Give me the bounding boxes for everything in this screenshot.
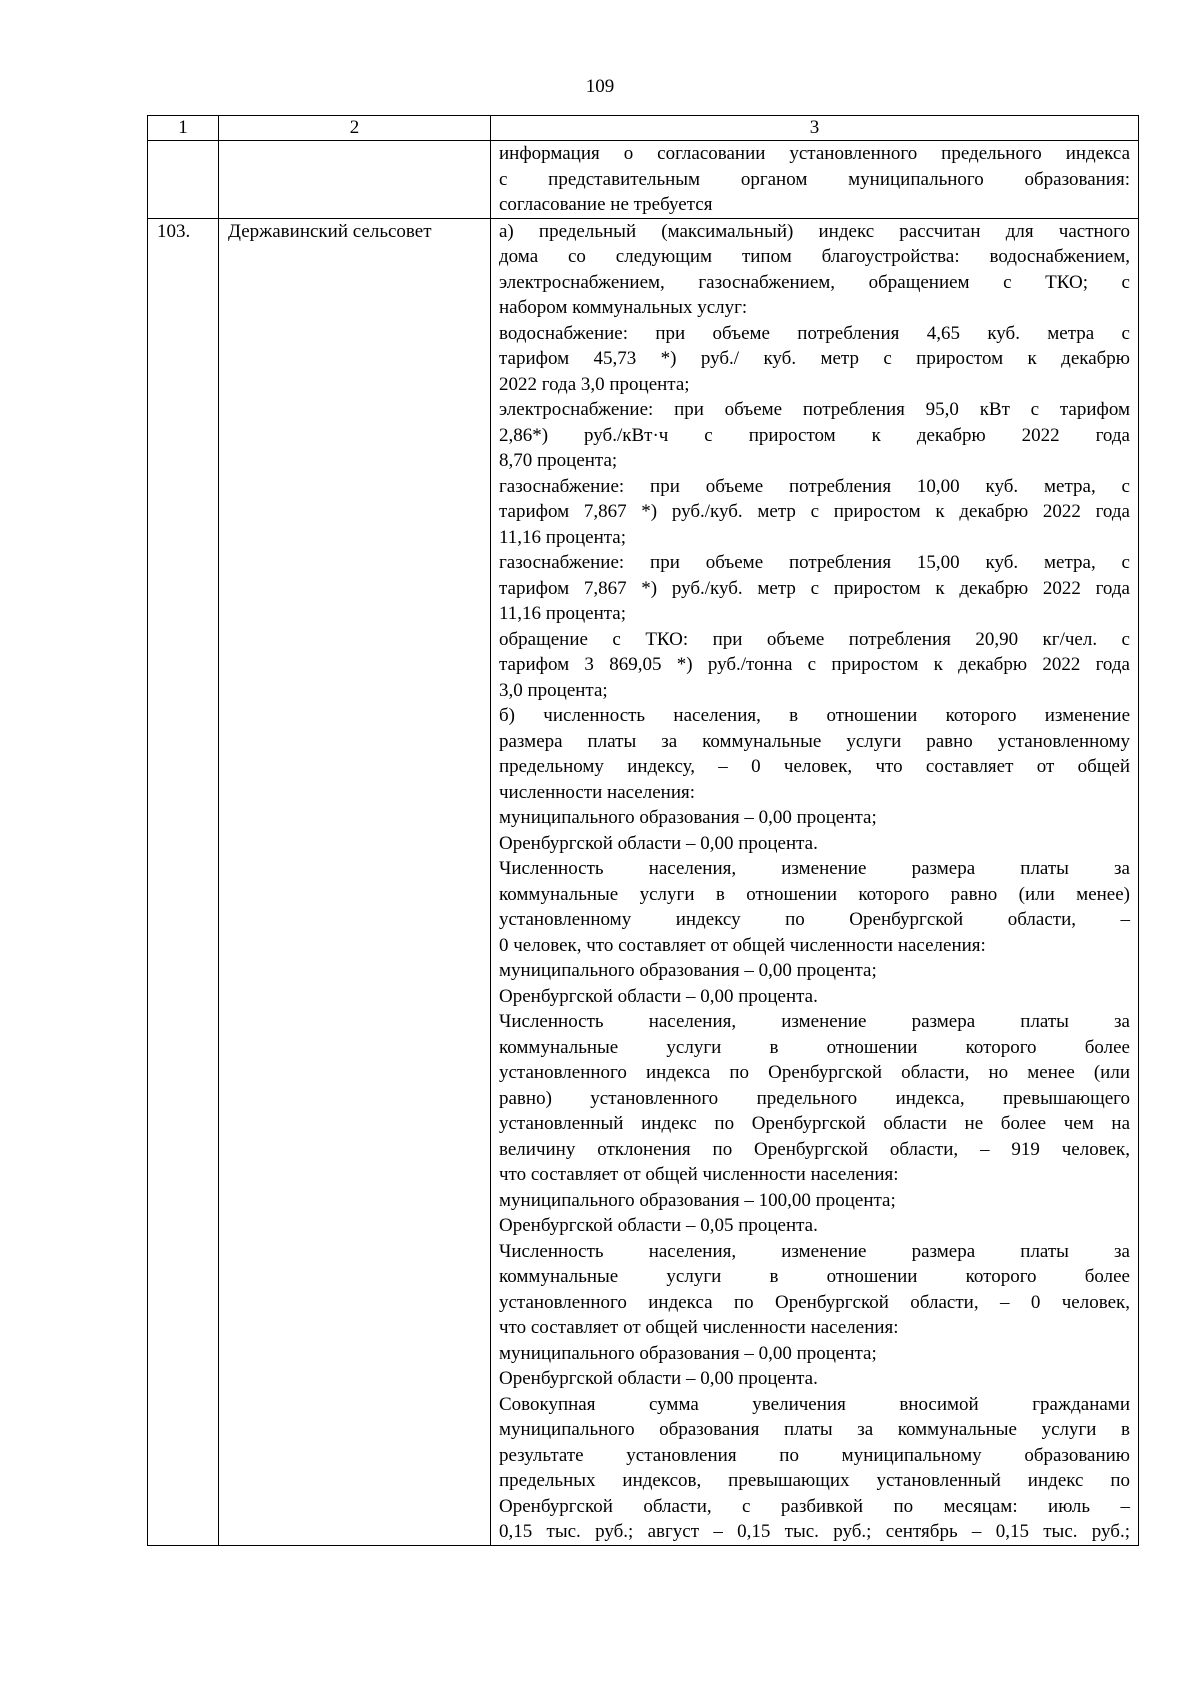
row-description-line: Оренбургской области, с разбивкой по месяцам: июль – <box>499 1495 1130 1517</box>
page-number: 109 <box>585 76 615 97</box>
row-description-line: 3,0 процента; <box>499 679 608 701</box>
row-description-line: муниципального образования – 0,00 процента; <box>499 960 877 981</box>
row-description-line: Оренбургской области – 0,05 процента. <box>499 1215 818 1236</box>
row-description-line: Совокупная сумма увеличения вносимой гражданами <box>499 1393 1130 1415</box>
row-description-line: результате установления по муниципальному образованию <box>499 1444 1130 1466</box>
row-description-line: набором коммунальных услуг: <box>499 297 748 318</box>
continuation-number-cell <box>148 141 219 219</box>
continuation-text-cell <box>491 141 1139 219</box>
continuation-line: с представительным органом муниципального образования: <box>499 168 1130 190</box>
row-description-line: 2,86*) руб./кВт·ч с приростом к декабрю 2022 года <box>499 424 1130 446</box>
row-description-line: газоснабжение: при объеме потребления 10,00 куб. метра, с <box>499 475 1130 497</box>
row-description-line: коммунальные услуги в отношении которого более <box>499 1266 1130 1287</box>
row-description-line: установленного индекса по Оренбургской области, но менее (или <box>499 1062 1130 1083</box>
row-description-line: 8,70 процента; <box>499 450 618 471</box>
row-description-line: электроснабжение: при объеме потребления 95,0 кВт с тарифом <box>499 399 1130 420</box>
row-description-line: 2022 года 3,0 процента; <box>499 373 690 395</box>
row-description-line: установленному индексу по Оренбургской области, – <box>499 909 1130 930</box>
row-description-line: обращение с ТКО: при объеме потребления 20,90 кг/чел. с <box>499 628 1130 650</box>
row-description-line: муниципального образования – 100,00 процента; <box>499 1189 896 1211</box>
row-description-line: предельных индексов, превышающих установленный индекс по <box>499 1470 1130 1491</box>
row-description-line: что составляет от общей численности населения: <box>499 1317 899 1338</box>
row-description-line: муниципального образования – 0,00 процента; <box>499 1342 877 1364</box>
row-description-line: величину отклонения по Оренбургской области, – 919 человек, <box>499 1138 1130 1160</box>
table-header-row <box>148 116 1139 141</box>
row-description-line: Оренбургской области – 0,00 процента. <box>499 1368 818 1389</box>
row-description-line: Численность населения, изменение размера платы за <box>499 858 1130 879</box>
header-cell-1: 1 <box>148 116 219 141</box>
row-description-line: муниципального образования – 0,00 процента; <box>499 807 877 828</box>
row-description-line: дома со следующим типом благоустройства: водоснабжением, <box>499 246 1130 267</box>
row-description-line: б) численность населения, в отношении которого изменение <box>499 705 1130 726</box>
row-number: 103. <box>148 218 219 1545</box>
row-description-line: а) предельный (максимальный) индекс рассчитан для частного <box>499 220 1130 242</box>
continuation-name-cell <box>219 141 491 219</box>
header-cell-2: 2 <box>219 116 491 141</box>
row-description-line: водоснабжение: при объеме потребления 4,65 куб. метра с <box>499 322 1130 344</box>
row-description-line: тарифом 45,73 *) руб./ куб. метр с приростом к декабрю <box>499 348 1130 369</box>
row-description-line: установленный индекс по Оренбургской области не более чем на <box>499 1113 1130 1134</box>
row-description-line: 11,16 процента; <box>499 603 626 624</box>
row-description-line: Численность населения, изменение размера платы за <box>499 1011 1130 1032</box>
data-table <box>147 115 1139 1546</box>
row-description-line: 0,15 тыс. руб.; август – 0,15 тыс. руб.; сентябрь – 0,15 тыс. руб.; <box>499 1521 1130 1542</box>
row-municipality-name: Державинский сельсовет <box>219 218 491 1545</box>
row-description-line: тарифом 7,867 *) руб./куб. метр с приростом к декабрю 2022 года <box>499 501 1130 522</box>
row-description-line: 11,16 процента; <box>499 526 626 548</box>
row-description-line: численности населения: <box>499 781 696 803</box>
row-description-line: размера платы за коммунальные услуги равно установленному <box>499 730 1130 752</box>
row-description-line: установленного индекса по Оренбургской области, – 0 человек, <box>499 1291 1130 1313</box>
row-description-line: газоснабжение: при объеме потребления 15,00 куб. метра, с <box>499 552 1130 573</box>
row-description-line: что составляет от общей численности населения: <box>499 1164 899 1185</box>
row-description <box>491 218 1139 1545</box>
row-description-line: Оренбургской области – 0,00 процента. <box>499 985 818 1007</box>
row-description-line: коммунальные услуги в отношении которого равно (или менее) <box>499 883 1130 905</box>
row-description-line: равно) установленного предельного индекса, превышающего <box>499 1087 1130 1109</box>
continuation-row <box>148 141 1139 219</box>
header-cell-3: 3 <box>491 116 1139 141</box>
continuation-line: согласование не требуется <box>499 194 713 215</box>
row-description-line: муниципального образования платы за коммунальные услуги в <box>499 1419 1130 1440</box>
table-row <box>148 218 1139 1545</box>
continuation-line: информация о согласовании установленного предельного индекса <box>499 143 1130 164</box>
row-description-line: Численность населения, изменение размера платы за <box>499 1240 1130 1262</box>
row-description-line: коммунальные услуги в отношении которого более <box>499 1036 1130 1058</box>
row-description-line: тарифом 7,867 *) руб./куб. метр с приростом к декабрю 2022 года <box>499 577 1130 599</box>
row-description-line: предельному индексу, – 0 человек, что составляет от общей <box>499 756 1130 777</box>
row-description-line: электроснабжением, газоснабжением, обращением с ТКО; с <box>499 271 1130 293</box>
row-description-line: 0 человек, что составляет от общей численности населения: <box>499 934 986 956</box>
row-description-line: Оренбургской области – 0,00 процента. <box>499 832 818 854</box>
row-description-line: тарифом 3 869,05 *) руб./тонна с приростом к декабрю 2022 года <box>499 654 1130 675</box>
